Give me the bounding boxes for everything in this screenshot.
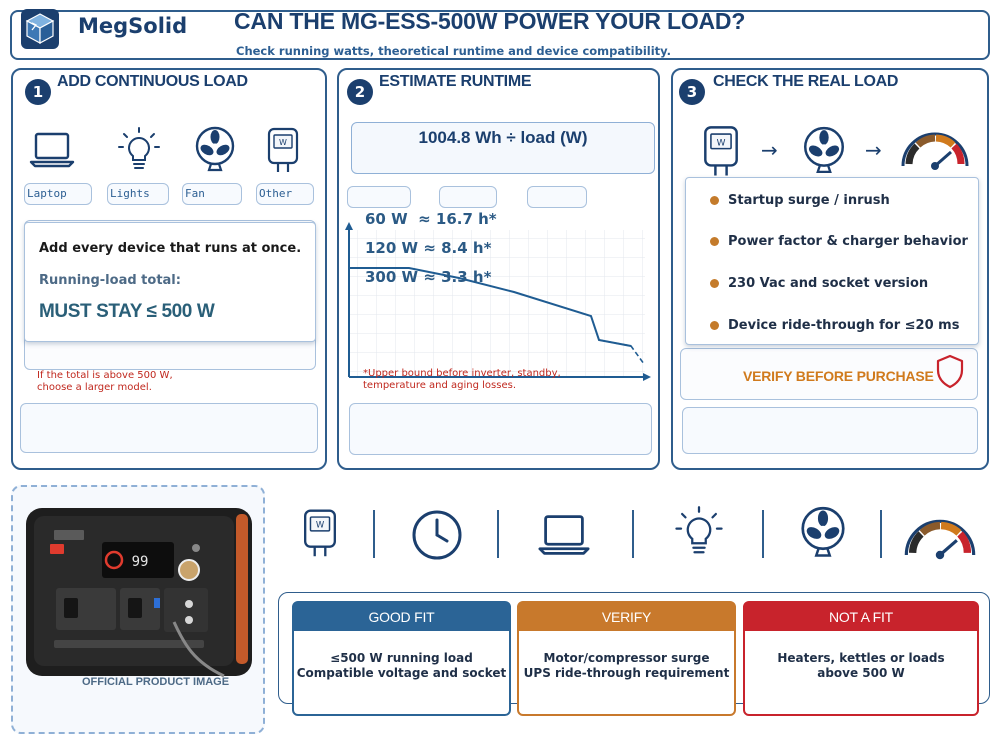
check-item: 230 Vac and socket version [710, 276, 928, 291]
shield-icon [935, 353, 965, 389]
arrow-right-icon: → [865, 138, 882, 162]
runtime-row-120w: 120 W ≈ 8.4 h* [365, 239, 492, 257]
check-item: Device ride-through for ≤20 ms [710, 318, 959, 333]
wattmeter-icon [701, 124, 741, 180]
check-item: Startup surge / inrush [710, 193, 890, 208]
fit-card-good [292, 601, 511, 716]
runtime-footnote: *Upper bound before inverter, standby, temperature and aging losses. [363, 368, 561, 391]
runtime-row-60w: 60 W ≈ 16.7 h* [365, 210, 497, 228]
runtime-formula-box [351, 122, 655, 174]
svg-text:W: W [279, 138, 287, 147]
laptop-icon [29, 130, 75, 170]
brand-logo-icon [20, 8, 60, 50]
icon-separator [632, 510, 634, 558]
power-station-product-image [24, 504, 254, 682]
step1-title: ADD CONTINUOUS LOAD [57, 73, 248, 90]
fit-card-label: NOT A FIT [745, 603, 977, 631]
light-bulb-icon [673, 505, 725, 559]
clock-icon [410, 508, 464, 562]
verify-before-purchase: VERIFY BEFORE PURCHASE [743, 368, 934, 384]
step3-title: CHECK THE REAL LOAD [713, 73, 899, 90]
device-input-laptop[interactable]: Laptop [24, 183, 92, 205]
page-title: CAN THE MG-ESS-500W POWER YOUR LOAD? [234, 8, 746, 34]
fit-card-not-fit [743, 601, 979, 716]
bullet-dot [710, 237, 719, 246]
device-input-other[interactable]: Other [256, 183, 314, 205]
load-note: If the total is above 500 W, choose a larger model. [37, 370, 173, 393]
fan-icon [192, 126, 238, 174]
fan-icon [799, 126, 849, 176]
step1-number: 1 [25, 79, 51, 105]
wattmeter-icon [266, 126, 300, 176]
fit-card-body: Heaters, kettles or loads above 500 W [777, 651, 945, 680]
arrow-right-icon: → [761, 138, 778, 162]
runtime-input-2[interactable] [439, 186, 497, 208]
load-limit-rule: MUST STAY ≤ 500 W [39, 301, 215, 322]
device-input-fan[interactable]: Fan [182, 183, 242, 205]
step3-result-box [682, 407, 978, 454]
laptop-icon [534, 512, 594, 558]
step1-result-box [20, 403, 318, 453]
svg-text:W: W [716, 138, 726, 149]
step2-title: ESTIMATE RUNTIME [379, 73, 532, 90]
load-total-label: Running-load total: [39, 273, 181, 288]
fit-card-verify [517, 601, 736, 716]
gauge-icon [897, 122, 973, 172]
load-instruction: Add every device that runs at once. [39, 241, 302, 256]
icon-separator [880, 510, 882, 558]
product-display-reading: 99 [131, 554, 149, 570]
step1-panel [11, 68, 327, 470]
fit-card-label: GOOD FIT [294, 603, 509, 631]
bullet-dot [710, 196, 719, 205]
load-summary-card [24, 222, 316, 342]
fit-card-label: VERIFY [519, 603, 734, 631]
svg-text:W: W [315, 519, 325, 530]
check-item: Power factor & charger behavior [710, 234, 968, 249]
icon-separator [762, 510, 764, 558]
step2-number: 2 [347, 79, 373, 105]
step2-result-box [349, 403, 652, 455]
wattmeter-icon [302, 507, 338, 561]
step3-number: 3 [679, 79, 705, 105]
icon-separator [497, 510, 499, 558]
runtime-input-3[interactable] [527, 186, 587, 208]
runtime-input-1[interactable] [347, 186, 411, 208]
step2-panel [337, 68, 660, 470]
device-input-lights[interactable]: Lights [107, 183, 169, 205]
icon-separator [373, 510, 375, 558]
fit-card-body: ≤500 W running load Compatible voltage and socket [296, 651, 507, 680]
light-bulb-icon [116, 126, 162, 174]
runtime-formula: 1004.8 Wh ÷ load (W) [418, 128, 588, 147]
fit-card-body: Motor/compressor surge UPS ride-through requirement [523, 651, 730, 680]
bullet-dot [710, 321, 719, 330]
page-subtitle: Check running watts, theoretical runtime and device compatibility. [236, 44, 671, 58]
fan-icon [797, 506, 849, 560]
brand-name: MegSolid [78, 14, 188, 38]
gauge-icon [900, 508, 980, 562]
runtime-row-300w: 300 W ≈ 3.3 h* [365, 268, 492, 286]
check-list-card [685, 177, 979, 345]
step3-panel [671, 68, 989, 470]
product-image-caption: OFFICIAL PRODUCT IMAGE [82, 676, 230, 688]
bullet-dot [710, 279, 719, 288]
